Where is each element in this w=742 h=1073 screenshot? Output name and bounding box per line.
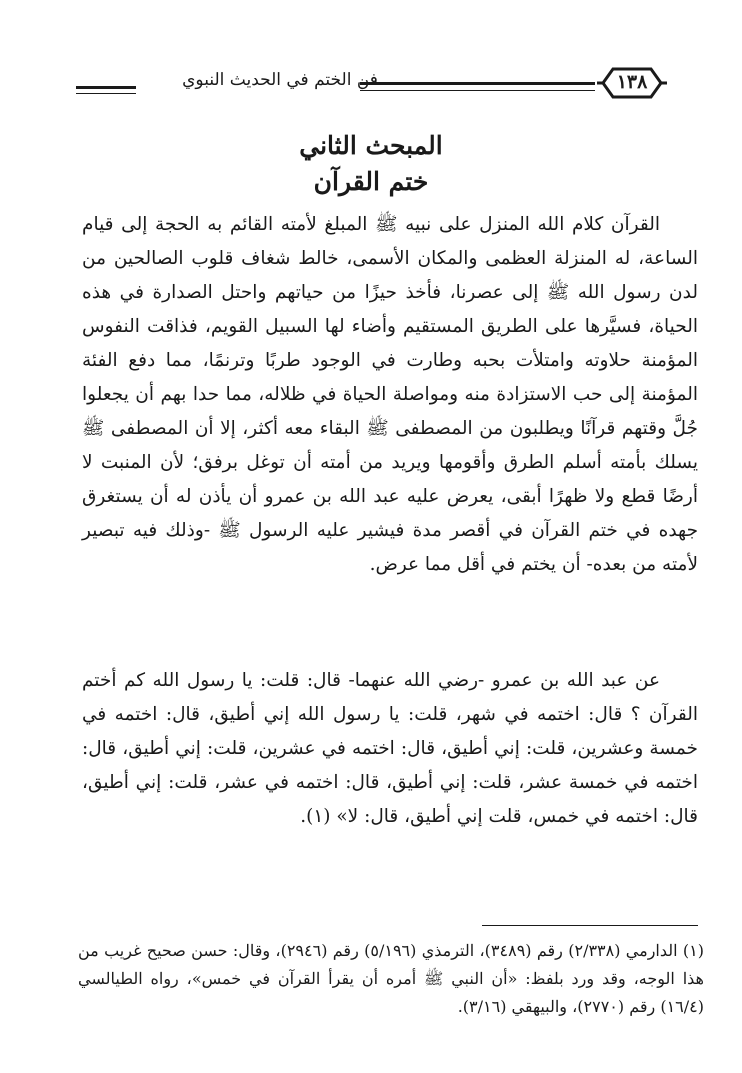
footnote: (١) الدارمي (٢/٣٣٨) رقم (٣٤٨٩)، الترمذي (٥/١٩٦) رقم (٢٩٤٦)، وقال: حسن صحيح غريب من هذا الوجه، وقد ورد بلفظ: «أن النبي ﷺ أمره أن يقرأ القرآن في خمس»، رواه الطيالسي (١٦/٤) رقم (٢٧٧٠)، والبيهقي (٣/١٦). [78,941,705,1016]
page-number-badge [597,65,667,101]
paragraph-intro: القرآن كلام الله المنزل على نبيه ﷺ المبلغ لأمته القائم به الحجة إلى قيام الساعة، له المنزلة العظمى والمكان الأسمى، خالط شغاف قلوب الصالحين من لدن رسول الله ﷺ إلى عصرنا، فأخذ حيزًا من حياتهم واحتل الصدارة في هذه الحياة، فسيَّرها على الطريق المستقيم وأضاء لها السبيل القويم، فذاقت النفوس المؤمنة حلاوته وامتلأت بحبه وطارت في الوجود طربًا وترنمًا، مما دفع الفئة المؤمنة إلى حب الاستزادة منه ومواصلة الحياة في ظلاله، مما حدا بهم أن يجعلوا جُلَّ وقتهم قرآنًا ويطلبون من المصطفى ﷺ البقاء معه أكثر، إلا أن المصطفى ﷺ يسلك بأمته أسلم الطرق وأقومها ويريد من أمته أن توغل برفق؛ لأن المنبت لا أرضًا قطع ولا ظهرًا أبقى، يعرض عليه عبد الله بن عمرو أن يأذن له أن يستغرق جهده في ختم القرآن في أقصر مدة فيشير عليه الرسول ﷺ -وذلك فيه تبصير لأمته من بعده- أن يختم في أقل مما عرض. [82,214,699,575]
header-rule-left [76,86,136,89]
footnote-divider [482,925,698,926]
running-title: فن الختم في الحديث النبوي [182,70,378,90]
section-title: المبحث الثاني [299,131,443,160]
page-number: ١٣٨ [616,71,648,93]
paragraph-hadith: عن عبد الله بن عمرو -رضي الله عنهما- قال: قلت: يا رسول الله كم أختم القرآن ؟ قال: اختمه في شهر، قلت: يا رسول الله إني أطيق، قال: اختمه في خمسة وعشرين، قلت: إني أطيق، قال: اختمه في عشرين، قلت: إني أطيق، قال: اختمه في خمسة عشر، قلت: إني أطيق، قال: اختمه في عشر، قلت: إني أطيق، قال: اختمه في خمس، قلت إني أطيق، قال: لا» (١). [82,670,698,827]
section-heading [171,128,571,200]
section-subtitle: ختم القرآن [313,167,429,196]
header-rule-right [360,82,595,85]
page-header [70,62,670,112]
